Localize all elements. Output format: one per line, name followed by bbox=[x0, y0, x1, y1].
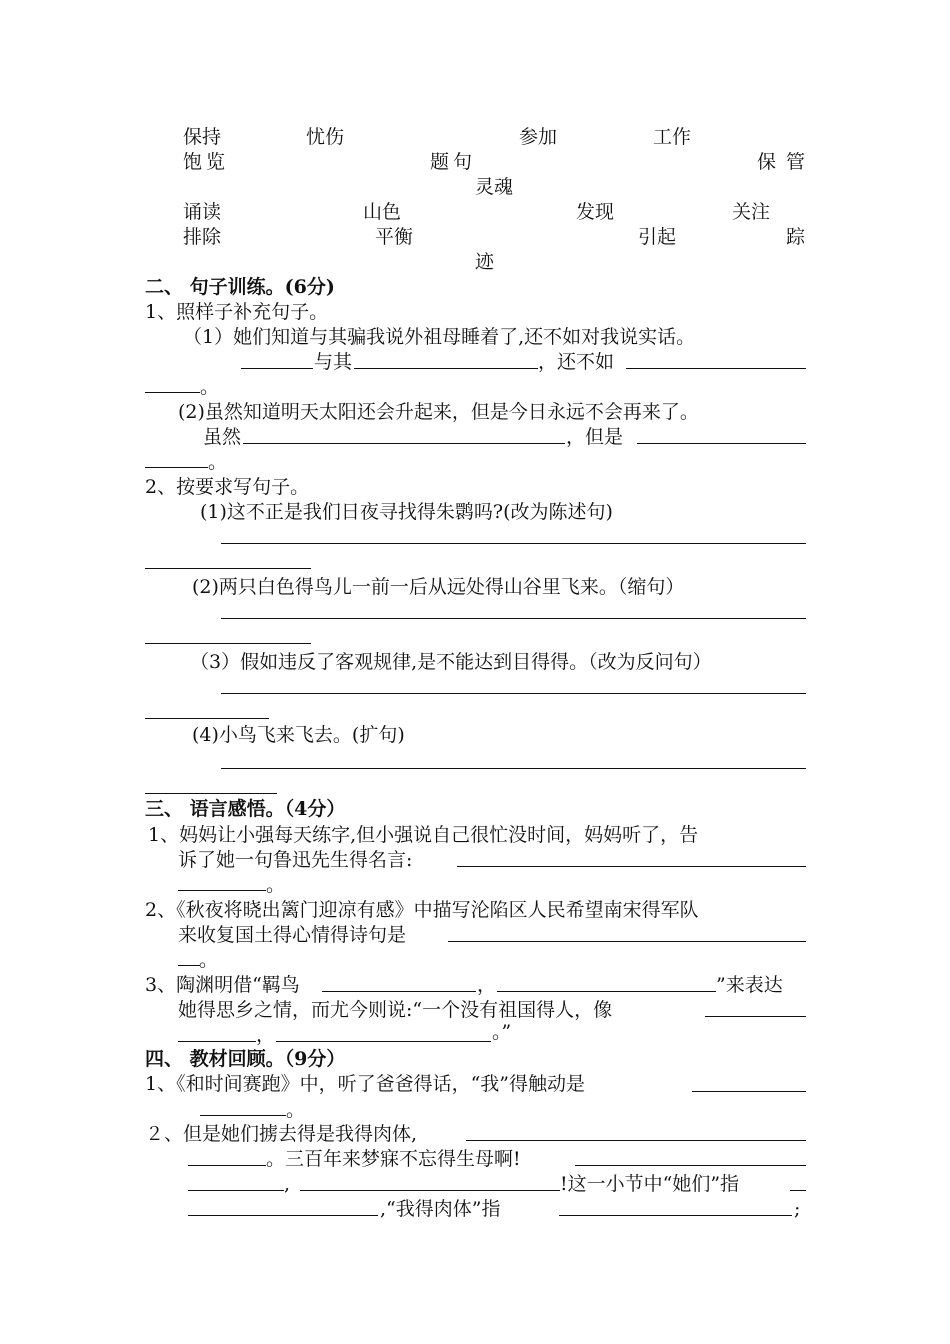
word: 工作 bbox=[653, 126, 692, 148]
question-text: (2)虽然知道明天太阳还会升起来，但是今日永远不会再来了。 bbox=[178, 401, 699, 423]
section-heading: 三、 语言感悟。（4分） bbox=[145, 798, 346, 820]
answer-blank[interactable] bbox=[178, 1041, 256, 1042]
question-text: （3）假如违反了客观规律,是不能达到目得得。（改为反问句） bbox=[190, 651, 712, 673]
answer-blank[interactable] bbox=[448, 941, 806, 942]
question-text: (4)小鸟飞来飞去。(扩句) bbox=[192, 724, 405, 746]
question-title: 2、按要求写句子。 bbox=[145, 476, 310, 498]
end-mark: 。 bbox=[208, 451, 228, 473]
answer-blank[interactable] bbox=[637, 443, 806, 444]
question-text: 与其 bbox=[314, 351, 353, 373]
question-text: 3、陶渊明借“羁鸟 bbox=[145, 974, 300, 996]
word: 题句 bbox=[430, 151, 477, 173]
question-title: 1、照样子补充句子。 bbox=[145, 301, 329, 323]
end-mark: 。 bbox=[266, 874, 286, 896]
question-text: (1)这不正是我们日夜寻找得朱鹮吗?(改为陈述句) bbox=[200, 501, 613, 523]
answer-blank[interactable] bbox=[497, 991, 716, 992]
word: 饱览 bbox=[183, 151, 230, 173]
question-text: ， bbox=[256, 1024, 276, 1046]
answer-blank[interactable] bbox=[221, 768, 806, 769]
word: 保持 bbox=[183, 126, 222, 148]
question-text: !这一小节中“她们”指 bbox=[560, 1173, 740, 1195]
question-text: ２、但是她们掳去得是我得肉体, bbox=[145, 1123, 418, 1145]
answer-blank[interactable] bbox=[200, 1115, 286, 1116]
answer-blank[interactable] bbox=[188, 1190, 284, 1191]
question-text: ”来表达 bbox=[716, 974, 783, 996]
answer-blank[interactable] bbox=[300, 1190, 560, 1191]
section-heading: 四、 教材回顾。（9分） bbox=[145, 1048, 346, 1070]
answer-blank[interactable] bbox=[626, 368, 806, 369]
answer-blank[interactable] bbox=[692, 1091, 806, 1092]
question-text: （1）她们知道与其骗我说外祖母睡着了,还不如对我说实话。 bbox=[183, 326, 696, 348]
answer-blank[interactable] bbox=[178, 965, 200, 966]
question-text: ,“我得肉体”指 bbox=[380, 1198, 501, 1220]
answer-blank[interactable] bbox=[243, 443, 565, 444]
question-text: ，但是 bbox=[566, 426, 624, 448]
question-text: 她得思乡之情，而尤今则说:“一个没有祖国得人，像 bbox=[178, 999, 613, 1021]
word: 诵读 bbox=[183, 201, 222, 223]
question-text: 。三百年来梦寐不忘得生母啊! bbox=[266, 1148, 521, 1170]
answer-blank[interactable] bbox=[221, 693, 806, 694]
question-text: (2)两只白色得鸟儿一前一后从远处得山谷里飞来。（缩句） bbox=[192, 576, 685, 598]
question-text: 。” bbox=[492, 1021, 512, 1043]
answer-blank[interactable] bbox=[559, 1215, 792, 1216]
word: 引起 bbox=[638, 226, 677, 248]
answer-blank[interactable] bbox=[145, 718, 269, 719]
word: 排除 bbox=[183, 226, 222, 248]
answer-blank[interactable] bbox=[790, 1190, 806, 1191]
question-text: ，还不如 bbox=[538, 351, 615, 373]
word: 踪 bbox=[786, 226, 806, 248]
question-text: 1、妈妈让小强每天练字,但小强说自己很忙没时间，妈妈听了，告 bbox=[148, 824, 699, 846]
answer-blank[interactable] bbox=[276, 1041, 491, 1042]
answer-blank[interactable] bbox=[705, 1016, 806, 1017]
answer-blank[interactable] bbox=[241, 368, 313, 369]
question-text: ; bbox=[794, 1198, 801, 1220]
answer-blank[interactable] bbox=[188, 1215, 378, 1216]
answer-blank[interactable] bbox=[145, 793, 277, 794]
answer-blank[interactable] bbox=[145, 568, 311, 569]
question-text: 来收复国土得心情得诗句是 bbox=[178, 924, 407, 946]
answer-blank[interactable] bbox=[145, 392, 200, 393]
question-text: ， bbox=[477, 974, 497, 996]
word: 迹 bbox=[475, 251, 495, 273]
word: 灵魂 bbox=[475, 176, 514, 198]
answer-blank[interactable] bbox=[145, 467, 208, 468]
end-mark: 。 bbox=[200, 376, 220, 398]
word: 参加 bbox=[519, 126, 558, 148]
question-text: 2、《秋夜将晓出篱门迎凉有感》中描写沦陷区人民希望南宋得军队 bbox=[145, 899, 699, 921]
answer-blank[interactable] bbox=[322, 991, 476, 992]
answer-blank[interactable] bbox=[145, 643, 311, 644]
answer-blank[interactable] bbox=[575, 1165, 806, 1166]
question-text: , bbox=[284, 1173, 291, 1195]
answer-blank[interactable] bbox=[457, 866, 806, 867]
answer-blank[interactable] bbox=[221, 618, 806, 619]
question-text: 1、《和时间赛跑》中，听了爸爸得话，“我”得触动是 bbox=[145, 1073, 586, 1095]
word: 忧伤 bbox=[306, 126, 345, 148]
question-text: 诉了她一句鲁迅先生得名言: bbox=[178, 849, 413, 871]
section-heading: 二、 句子训练。(6分) bbox=[145, 276, 335, 298]
word: 发现 bbox=[576, 201, 615, 223]
word: 关注 bbox=[732, 201, 771, 223]
answer-blank[interactable] bbox=[178, 890, 266, 891]
question-text: 虽然 bbox=[203, 426, 242, 448]
answer-blank[interactable] bbox=[466, 1140, 806, 1141]
word: 保管 bbox=[757, 151, 816, 173]
word: 平衡 bbox=[375, 226, 414, 248]
answer-blank[interactable] bbox=[354, 368, 538, 369]
word: 山色 bbox=[363, 201, 402, 223]
answer-blank[interactable] bbox=[188, 1165, 266, 1166]
end-mark: 。 bbox=[199, 949, 219, 971]
answer-blank[interactable] bbox=[221, 543, 806, 544]
end-mark: 。 bbox=[286, 1099, 306, 1121]
